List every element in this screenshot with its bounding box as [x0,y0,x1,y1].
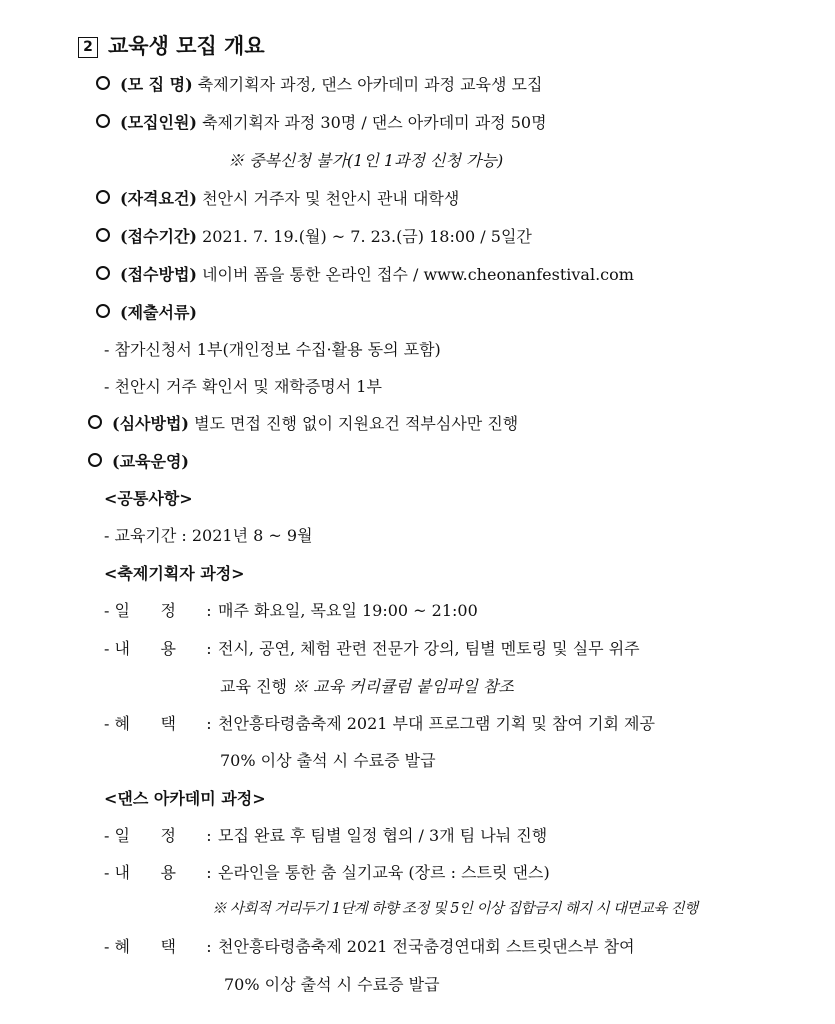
row-value: 교육 진행 [220,677,287,696]
row-colon: : [206,714,212,733]
item-text: 축제기획자 과정 30명 / 댄스 아카데미 과정 50명 [202,113,547,132]
circle-bullet-icon [96,266,110,280]
planner-content-cont [220,674,514,697]
item-text: 축제기획자 과정, 댄스 아카데미 과정 교육생 모집 [197,75,543,94]
row-value: 온라인을 통한 춤 실기교육 (장르 : 스트릿 댄스) [218,863,550,882]
item-text: 천안시 거주자 및 천안시 관내 대학생 [202,189,460,208]
section-number-box: 2 [78,37,98,58]
circle-bullet-icon [96,304,110,318]
item-application-period [96,224,532,247]
planner-heading: <축제기획자 과정> [104,564,245,583]
common-period: - 교육기간 : 2021년 8 ~ 9월 [104,526,313,545]
item-documents [96,300,197,323]
row-value: 매주 화요일, 목요일 19:00 ~ 21:00 [218,601,478,620]
item-label: (접수기간) [120,227,197,246]
document-line: - 참가신청서 1부(개인정보 수집·활용 동의 포함) [104,340,441,359]
row-key: - 혜 택 [104,714,176,733]
circle-bullet-icon [88,415,102,429]
item-text: 2021. 7. 19.(월) ~ 7. 23.(금) 18:00 / 5일간 [202,227,532,246]
item-label: (제출서류) [120,303,197,322]
dance-schedule [104,823,547,846]
circle-bullet-icon [96,228,110,242]
section-heading [78,30,265,60]
item-label: (모집인원) [120,113,197,132]
item-label: (교육운영) [112,452,189,471]
dance-heading: <댄스 아카데미 과정> [104,789,266,808]
item-application-method [96,262,634,285]
row-colon: : [206,863,212,882]
item-review [88,411,518,434]
circle-bullet-icon [88,453,102,467]
item-text: 별도 면접 진행 없이 지원요건 적부심사만 진행 [194,414,519,433]
row-colon: : [206,937,212,956]
dance-content [104,860,550,883]
row-colon: : [206,601,212,620]
row-key: - 일 정 [104,826,176,845]
duplicate-note: ※ 중복신청 불가(1인 1과정 신청 가능) [228,151,504,170]
row-colon: : [206,826,212,845]
row-key: - 혜 택 [104,937,176,956]
common-heading: <공통사항> [104,489,193,508]
item-label: (모 집 명) [120,75,193,94]
row-key: - 내 용 [104,639,176,658]
row-value: 천안흥타령춤축제 2021 전국춤경연대회 스트릿댄스부 참여 [218,937,635,956]
planner-benefit [104,711,655,734]
planner-benefit-cont: 70% 이상 출석 시 수료증 발급 [220,751,436,770]
item-label: (자격요건) [120,189,197,208]
row-colon: : [206,639,212,658]
curriculum-note: ※ 교육 커리큘럼 붙임파일 참조 [292,677,514,696]
item-eligibility [96,186,459,209]
item-text: 네이버 폼을 통한 온라인 접수 / www.cheonanfestival.com [202,265,634,284]
circle-bullet-icon [96,76,110,90]
item-recruit-count [96,110,547,133]
planner-content [104,636,640,659]
distancing-note: ※ 사회적 거리두기 1단계 하향 조정 및 5인 이상 집합금지 해지 시 대면교육 진행 [212,901,698,917]
item-label: (접수방법) [120,265,197,284]
dance-benefit-cont: 70% 이상 출석 시 수료증 발급 [224,975,440,994]
row-value: 천안흥타령춤축제 2021 부대 프로그램 기획 및 참여 기회 제공 [218,714,655,733]
item-operation [88,449,189,472]
planner-schedule [104,598,478,621]
dance-benefit [104,934,635,957]
document-line: - 천안시 거주 확인서 및 재학증명서 1부 [104,377,382,396]
row-key: - 일 정 [104,601,176,620]
row-key: - 내 용 [104,863,176,882]
item-recruit-name [96,72,542,95]
row-value: 모집 완료 후 팀별 일정 협의 / 3개 팀 나눠 진행 [218,826,548,845]
circle-bullet-icon [96,190,110,204]
section-title: 교육생 모집 개요 [108,34,265,58]
row-value: 전시, 공연, 체험 관련 전문가 강의, 팀별 멘토링 및 실무 위주 [218,639,640,658]
item-label: (심사방법) [112,414,189,433]
circle-bullet-icon [96,114,110,128]
